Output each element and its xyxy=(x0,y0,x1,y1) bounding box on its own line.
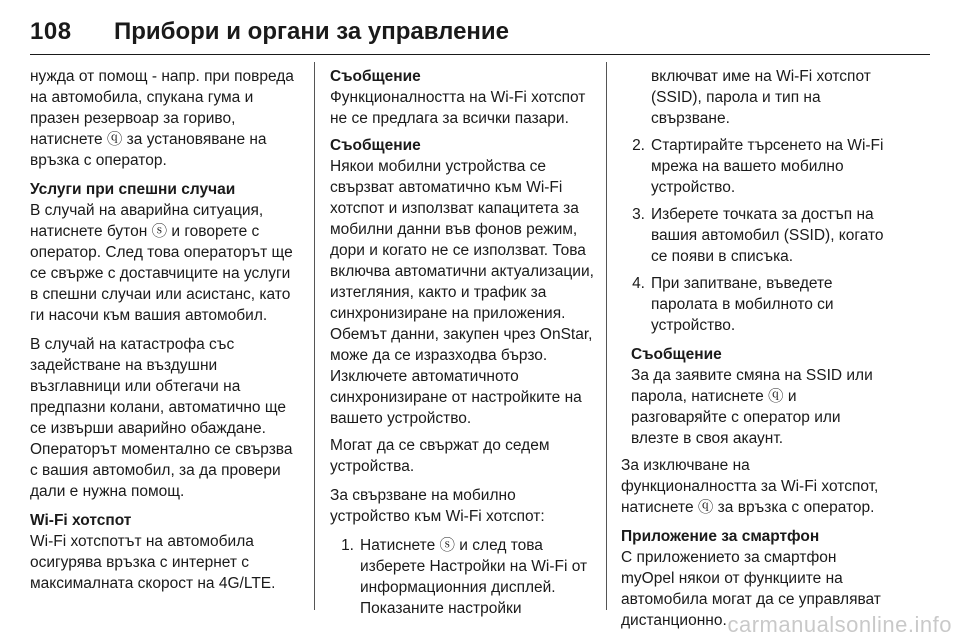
list-item xyxy=(621,273,885,336)
connect-steps xyxy=(330,535,594,619)
page-title: Прибори и органи за управление xyxy=(114,18,510,45)
connect-steps-continued xyxy=(621,66,885,336)
step-1-continued: включват име на Wi-Fi хотспот (SSID), парола и тип на свързване. xyxy=(651,68,871,127)
connect-paragraph: За свързване на мобилно устройство към Wi-Fi хотспот: xyxy=(330,487,545,525)
step-3-text: Изберете точката за достъп на вашия автомобил (SSID), когато се появи в списъка. xyxy=(651,206,884,265)
step-4-text: При запитване, въведете паролата в мобилното си устройство. xyxy=(651,275,834,334)
list-item xyxy=(621,204,885,267)
step-4-number: 4. xyxy=(632,275,645,292)
note-1 xyxy=(330,66,594,129)
list-item xyxy=(330,535,594,619)
column-divider-1 xyxy=(314,62,315,610)
emergency-heading: Услуги при спешни случаи xyxy=(30,181,236,198)
note-3-text: За да заявите смяна на SSID или парола, натиснете ⓠ и разговаряйте с оператор или влезте в своя акаунт. xyxy=(631,367,873,447)
emergency-paragraph-1: В случай на аварийна ситуация, натиснете бутон ⓢ и говорете с оператор. След това операторът ще се свърже с доставчиците на услуги в спешни случаи или асистанс, като ги насочи към вашия автомобил. xyxy=(30,202,293,324)
column-divider-2 xyxy=(606,62,607,610)
wifi-heading: Wi-Fi хотспот xyxy=(30,512,132,529)
app-heading: Приложение за смартфон xyxy=(621,528,820,545)
devices-paragraph: Могат да се свържат до седем устройства. xyxy=(330,437,550,475)
page-number: 108 xyxy=(30,18,72,45)
note-2-heading: Съобщение xyxy=(330,137,421,154)
note-2 xyxy=(330,135,594,429)
column-3 xyxy=(621,66,885,639)
app-paragraph: С приложението за смартфон myOpel някои от функциите на автомобила могат да се управляват дистанционно. xyxy=(621,549,881,629)
note-3-heading: Съобщение xyxy=(631,346,722,363)
wifi-paragraph: Wi-Fi хотспотът на автомобила осигурява връзка с интернет с максималната скорост на 4G/LTE. xyxy=(30,533,276,592)
step-2-number: 2. xyxy=(632,137,645,154)
column-1 xyxy=(30,66,300,602)
intro-paragraph: нужда от помощ - напр. при повреда на автомобила, спукана гума и празен резервоар за гориво, натиснете ⓠ за установяване на връзка с оператор. xyxy=(30,68,294,169)
step-1-text: Натиснете ⓢ и след това изберете Настройки на Wi-Fi от информационния дисплей. Показаните настройки xyxy=(360,537,588,617)
watermark: carmanualsonline.info xyxy=(727,612,952,637)
step-2-text: Стартирайте търсенето на Wi-Fi мрежа на вашето мобилно устройство. xyxy=(651,137,884,196)
step-3-number: 3. xyxy=(632,206,645,223)
disable-paragraph: За изключване на функционалността за Wi-Fi хотспот, натиснете ⓠ за връзка с оператор. xyxy=(621,457,879,516)
note-1-heading: Съобщение xyxy=(330,68,421,85)
emergency-paragraph-2: В случай на катастрофа със задействане на въздушни възглавници или обтегачи на предпазни колани, автоматично ще се извърши аварийно обаждане. Операторът моментално се свързва с вашия автомобил, за да провери дали е нужна помощ. xyxy=(30,336,293,500)
list-item xyxy=(621,66,885,129)
header-divider xyxy=(30,54,930,55)
step-1-number: 1. xyxy=(341,537,354,554)
page-header xyxy=(30,18,930,54)
note-2-text: Някои мобилни устройства се свързват автоматично към Wi-Fi хотспот и използват капацитета за мобилни данни във фонов режим, дори и когато не се използват. Това включва автоматични актуализации, изтегляния, както и трафик за синхронизиране на приложения. Обемът данни, закупен чрез OnStar, може да се изразходва бързо. Изключете автоматичното синхронизиране от настройките на вашето устройство. xyxy=(330,158,594,427)
note-1-text: Функционалността на Wi-Fi хотспот не се предлага за всички пазари. xyxy=(330,89,586,127)
list-item xyxy=(621,135,885,198)
note-3 xyxy=(621,344,885,449)
column-2 xyxy=(330,66,594,627)
